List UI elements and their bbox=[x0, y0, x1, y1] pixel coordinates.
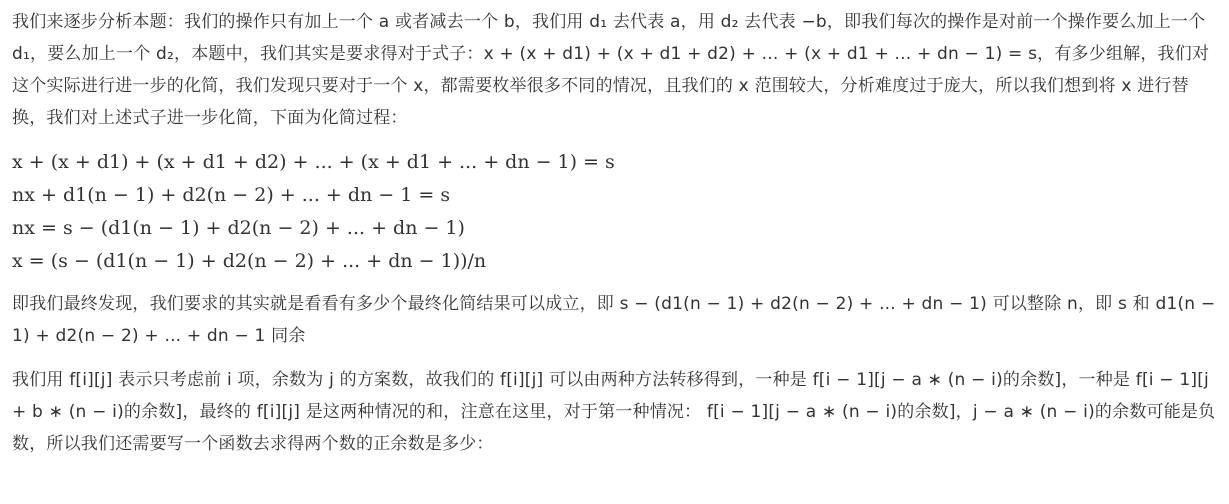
equation-line-2: nx + d1(n − 1) + d2(n − 2) + ... + dn − 1 = s bbox=[12, 184, 451, 206]
conclusion-paragraph: 即我们最终发现，我们要求的其实就是看看有多少个最终化简结果可以成立，即 s − (d1(n − 1) + d2(n − 2) + ... + dn − 1) 可以整除 n，即 s 和 d1(n − 1) + d2(n − 2) + ... + dn − 1 同余 bbox=[12, 294, 1216, 346]
equation-line-4: x = (s − (d1(n − 1) + d2(n − 2) + ... + dn − 1))/n bbox=[12, 250, 487, 272]
equation-line-3: nx = s − (d1(n − 1) + d2(n − 2) + ... + dn − 1) bbox=[12, 217, 465, 239]
simplification-equations bbox=[12, 146, 1219, 278]
dp-explanation-paragraph: 我们用 f[i][j] 表示只考虑前 i 项，余数为 j 的方案数，故我们的 f[i][j] 可以由两种方法转移得到，一种是 f[i − 1][j − a ∗ (n − i)的余数]，一种是 f[i − 1][j + b ∗ (n − i)的余数]，最终的 f[i][j] 是这两种情况的和，注意在这里，对于第一种情况： f[i − 1][j − a ∗ (n − i)的余数]，j − a ∗ (n − i)的余数可能是负数，所以我们还需要写一个函数去求得两个数的正余数是多少： bbox=[12, 370, 1216, 454]
intro-paragraph: 我们来逐步分析本题：我们的操作只有加上一个 a 或者减去一个 b，我们用 d₁ 去代表 a，用 d₂ 去代表 −b，即我们每次的操作是对前一个操作要么加上一个 d₁，要么加上一个 d₂，本题中，我们其实是要求得对于式子：x + (x + d1) + (x + d1 + d2) + ... + (x + d1 + ... + dn − 1) = s，有多少组解，我们对这个实际进行进一步的化简，我们发现只要对于一个 x，都需要枚举很多不同的情况，且我们的 x 范围较大，分析难度过于庞大，所以我们想到将 x 进行替换，我们对上述式子进一步化简，下面为化简过程： bbox=[12, 12, 1210, 128]
equation-line-1: x + (x + d1) + (x + d1 + d2) + ... + (x + d1 + ... + dn − 1) = s bbox=[12, 151, 615, 173]
